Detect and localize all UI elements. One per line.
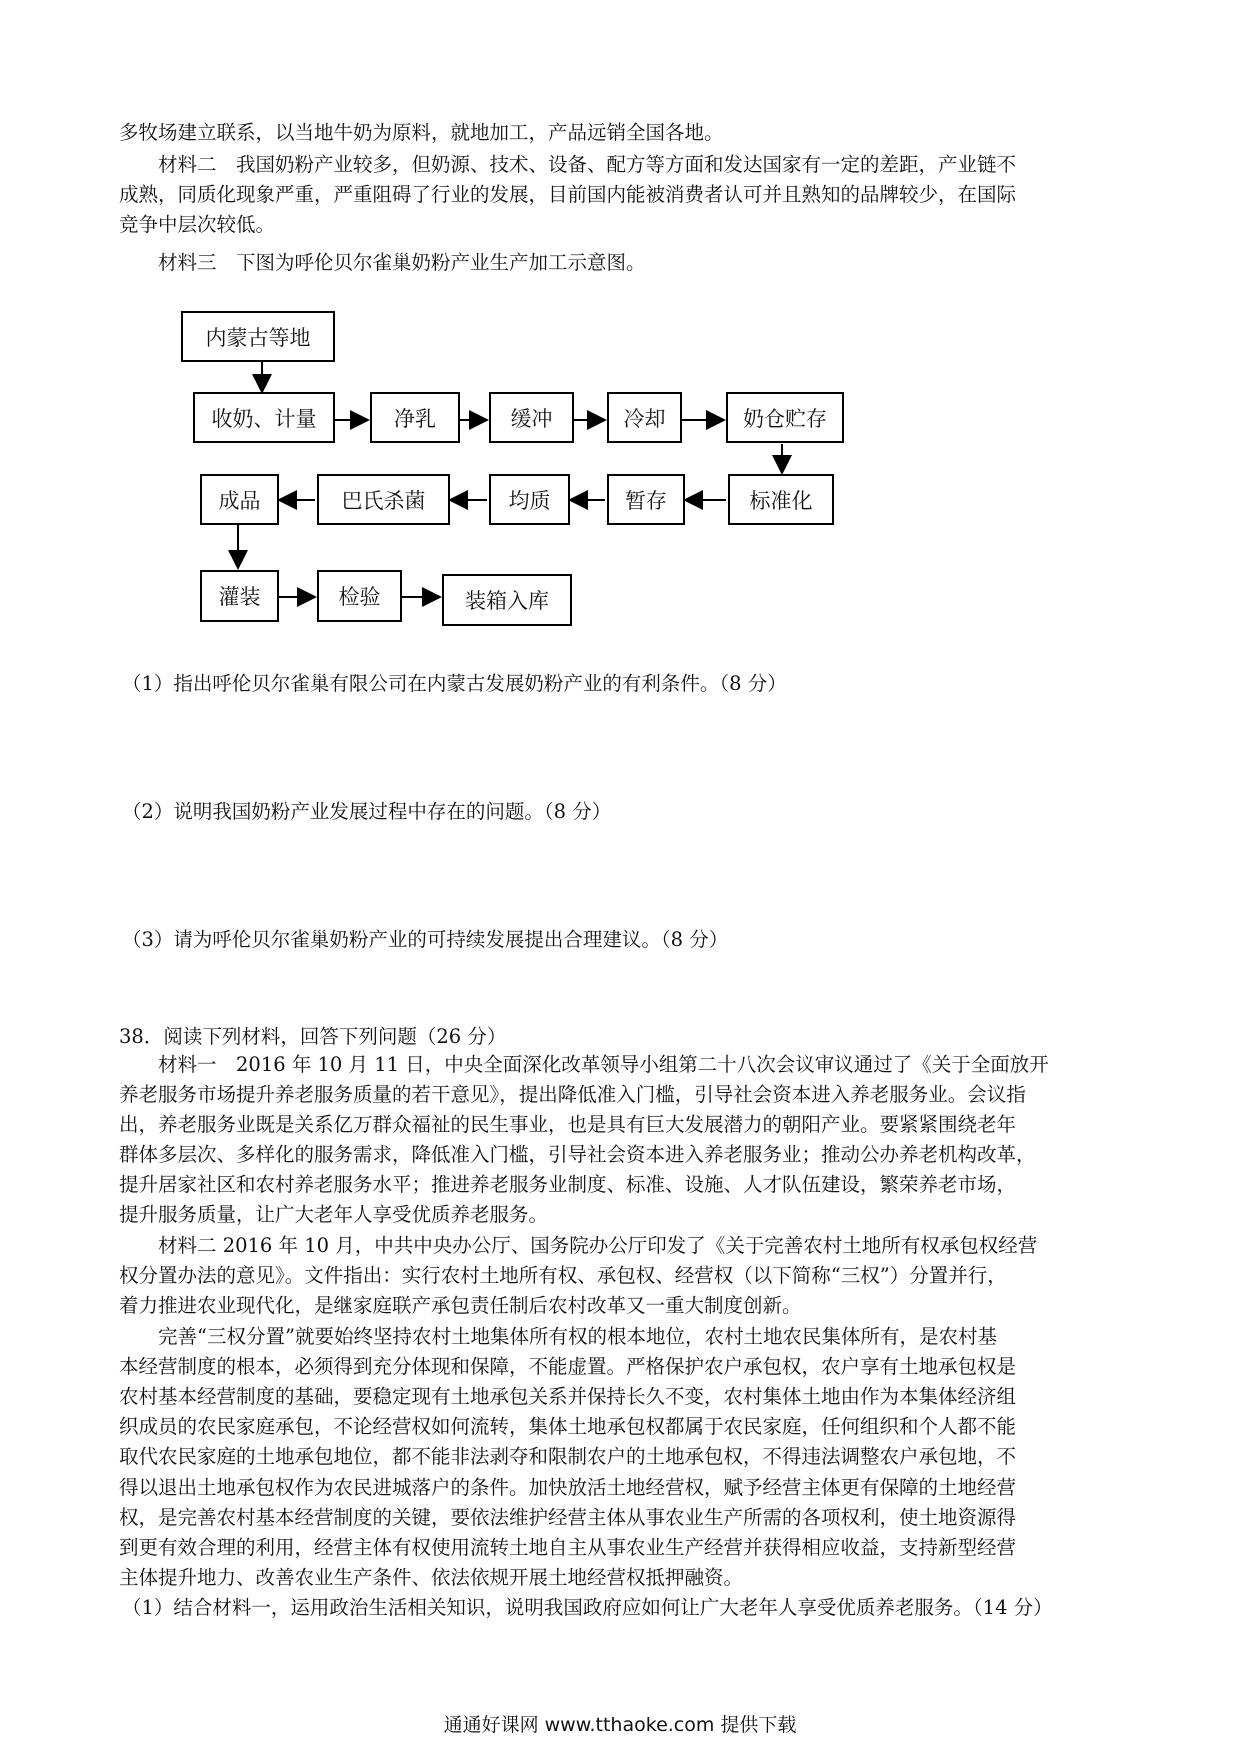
text-line: 农村基本经营制度的基础，要稳定现有土地承包关系并保持长久不变，农村集体土地由作为本集体经济组 [119,1385,1017,1408]
text-line: 到更有效合理的利用，经营主体有权使用流转土地自主从事农业生产经营并获得相应收益，支持新型经营 [119,1536,1017,1559]
flow-node: 均质 [489,474,570,525]
text-line: 得以退出土地承包权作为农民进城落户的条件。加快放活土地经营权，赋予经营主体更有保障的土地经营 [119,1476,1017,1499]
flow-node: 冷却 [607,392,682,443]
text-line: 着力推进农业现代化，是继家庭联产承包责任制后农村改革又一重大制度创新。 [119,1294,802,1317]
text-line: 材料二 2016 年 10 月，中共中央办公厅、国务院办公厅印发了《关于完善农村土地所有权承包权经营 [119,1234,1038,1257]
flow-node: 标准化 [728,474,834,525]
text-line: 成熟，同质化现象严重，严重阻碍了行业的发展，目前国内能被消费者认可并且熟知的品牌较少，在国际 [119,183,1017,206]
text-line: 取代农民家庭的土地承包地位，都不能非法剥夺和限制农户的土地承包权，不得违法调整农户承包地，不 [119,1445,1017,1468]
question-heading: 38．阅读下列材料，回答下列问题（26 分） [119,1025,507,1048]
question-item: （2）说明我国奶粉产业发展过程中存在的问题。（8 分） [122,800,612,823]
text-line: 竞争中层次较低。 [119,213,276,236]
text-line: 完善“三权分置”就要始终坚持农村土地集体所有权的根本地位，农村土地农民集体所有，是农村基 [119,1325,997,1348]
text-line: 本经营制度的根本，必须得到充分体现和保障，不能虚置。严格保护农户承包权，农户享有土地承包权是 [119,1355,1017,1378]
text-line: 提升服务质量，让广大老年人享受优质养老服务。 [119,1203,549,1226]
flow-node: 净乳 [370,392,460,443]
question-item: （3）请为呼伦贝尔雀巢奶粉产业的可持续发展提出合理建议。（8 分） [122,928,729,951]
flow-node: 成品 [200,474,279,525]
text-line: 织成员的农民家庭承包，不论经营权如何流转，集体土地承包权都属于农民家庭，任何组织和个人都不能 [119,1415,1017,1438]
text-line: 多牧场建立联系，以当地牛奶为原料，就地加工，产品远销全国各地。 [119,121,724,144]
flow-node: 巴氏杀菌 [317,474,450,525]
text-line: 出，养老服务业既是关系亿万群众福祉的民生事业，也是具有巨大发展潜力的朝阳产业。要紧紧围绕老年 [119,1113,1017,1136]
text-line: 权分置办法的意见》。文件指出：实行农村土地所有权、承包权、经营权（以下简称“三权”）分置并行， [119,1264,1007,1287]
flow-node: 收奶、计量 [193,392,335,443]
text-line: 权，是完善农村基本经营制度的关键，要依法维护经营主体从事农业生产所需的各项权利，使土地资源得 [119,1506,1017,1529]
flow-node: 缓冲 [489,392,574,443]
text-line: 提升居家社区和农村养老服务水平；推进养老服务业制度、标准、设施、人才队伍建设，繁荣养老市场， [119,1173,1017,1196]
text-line: 材料一 2016 年 10 月 11 日，中央全面深化改革领导小组第二十八次会议审议通过了《关于全面放开 [119,1053,1049,1076]
text-line: 养老服务市场提升养老服务质量的若干意见》，提出降低准入门槛，引导社会资本进入养老服务业。会议指 [119,1083,1026,1106]
flow-node: 装箱入库 [442,574,572,626]
footer-credit: 通通好课网 www.tthaoke.com 提供下载 [443,1714,797,1736]
text-line: 主体提升地力、改善农业生产条件、依法依规开展土地经营权抵押融资。 [119,1566,744,1589]
flow-node: 奶仓贮存 [726,392,844,443]
question-item: （1）结合材料一，运用政治生活相关知识，说明我国政府应如何让广大老年人享受优质养老服务。（14 分） [122,1596,1053,1619]
flow-node-source: 内蒙古等地 [181,311,335,362]
flow-node: 暂存 [607,474,685,525]
text-line: 材料二 我国奶粉产业较多，但奶源、技术、设备、配方等方面和发达国家有一定的差距，产业链不 [119,153,1017,176]
flow-node: 灌装 [200,570,279,622]
question-item: （1）指出呼伦贝尔雀巢有限公司在内蒙古发展奶粉产业的有利条件。（8 分） [122,672,787,695]
text-line: 群体多层次、多样化的服务需求，降低准入门槛，引导社会资本进入养老服务业；推动公办养老机构改革， [119,1143,1036,1166]
flow-node: 检验 [317,570,402,622]
text-line: 材料三 下图为呼伦贝尔雀巢奶粉产业生产加工示意图。 [119,251,646,274]
